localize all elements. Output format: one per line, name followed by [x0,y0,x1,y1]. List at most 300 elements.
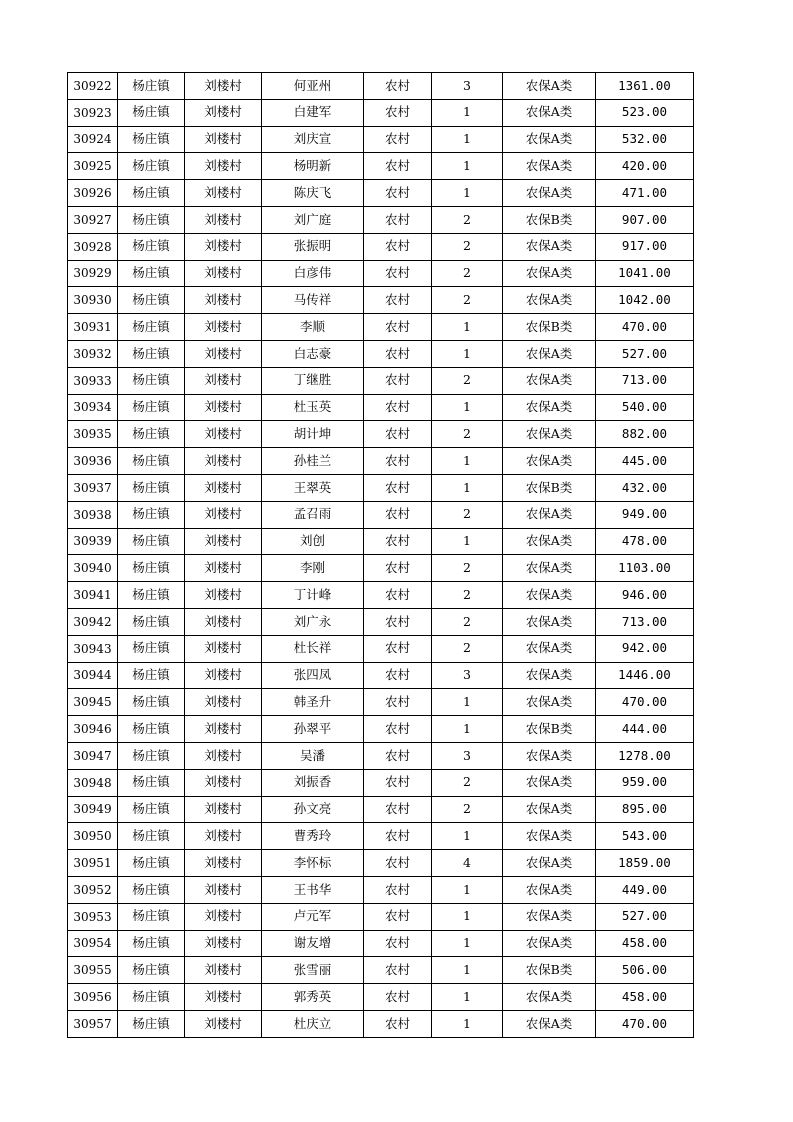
table-row [68,394,694,421]
town-cell: 杨庄镇 [118,260,185,287]
amount-cell: 1859.00 [596,850,694,877]
table-row [68,608,694,635]
name-cell: 李顺 [262,314,364,341]
village-cell: 刘楼村 [185,287,262,314]
household-count-cell: 1 [432,474,503,501]
area-type-cell: 农村 [364,367,432,394]
record-id-cell: 30957 [68,1010,118,1037]
area-type-cell: 农村 [364,823,432,850]
amount-cell: 532.00 [596,126,694,153]
area-type-cell: 农村 [364,689,432,716]
area-type-cell: 农村 [364,1010,432,1037]
amount-cell: 470.00 [596,1010,694,1037]
name-cell: 杜长祥 [262,635,364,662]
record-id-cell: 30935 [68,421,118,448]
table-row [68,957,694,984]
village-cell: 刘楼村 [185,903,262,930]
insurance-type-cell: 农保B类 [503,957,596,984]
record-id-cell: 30926 [68,180,118,207]
village-cell: 刘楼村 [185,367,262,394]
record-id-cell: 30942 [68,608,118,635]
household-count-cell: 3 [432,73,503,100]
insurance-type-cell: 农保A类 [503,233,596,260]
village-cell: 刘楼村 [185,716,262,743]
household-count-cell: 2 [432,367,503,394]
insurance-type-cell: 农保A类 [503,823,596,850]
amount-cell: 540.00 [596,394,694,421]
amount-cell: 432.00 [596,474,694,501]
household-count-cell: 1 [432,957,503,984]
town-cell: 杨庄镇 [118,796,185,823]
table-row [68,474,694,501]
village-cell: 刘楼村 [185,742,262,769]
amount-cell: 946.00 [596,582,694,609]
table-row [68,769,694,796]
area-type-cell: 农村 [364,635,432,662]
record-id-cell: 30941 [68,582,118,609]
record-id-cell: 30947 [68,742,118,769]
table-row [68,930,694,957]
insurance-type-cell: 农保A类 [503,796,596,823]
table-row [68,689,694,716]
insurance-type-cell: 农保A类 [503,367,596,394]
insurance-type-cell: 农保A类 [503,742,596,769]
insurance-type-cell: 农保A类 [503,260,596,287]
name-cell: 胡计坤 [262,421,364,448]
record-id-cell: 30934 [68,394,118,421]
table-row [68,742,694,769]
table-row [68,448,694,475]
amount-cell: 527.00 [596,903,694,930]
household-count-cell: 1 [432,99,503,126]
table-row [68,180,694,207]
amount-cell: 458.00 [596,930,694,957]
insurance-type-cell: 农保A类 [503,126,596,153]
amount-cell: 449.00 [596,876,694,903]
household-count-cell: 1 [432,153,503,180]
town-cell: 杨庄镇 [118,340,185,367]
household-count-cell: 2 [432,769,503,796]
area-type-cell: 农村 [364,474,432,501]
village-cell: 刘楼村 [185,474,262,501]
name-cell: 李怀标 [262,850,364,877]
amount-cell: 444.00 [596,716,694,743]
area-type-cell: 农村 [364,99,432,126]
town-cell: 杨庄镇 [118,314,185,341]
town-cell: 杨庄镇 [118,287,185,314]
household-count-cell: 1 [432,823,503,850]
household-count-cell: 1 [432,930,503,957]
town-cell: 杨庄镇 [118,99,185,126]
area-type-cell: 农村 [364,180,432,207]
insurance-type-cell: 农保A类 [503,180,596,207]
insurance-type-cell: 农保A类 [503,903,596,930]
village-cell: 刘楼村 [185,421,262,448]
name-cell: 王翠英 [262,474,364,501]
table-row [68,340,694,367]
household-count-cell: 3 [432,662,503,689]
village-cell: 刘楼村 [185,957,262,984]
insurance-type-cell: 农保B类 [503,716,596,743]
amount-cell: 713.00 [596,608,694,635]
record-id-cell: 30931 [68,314,118,341]
amount-cell: 1446.00 [596,662,694,689]
table-row [68,501,694,528]
record-id-cell: 30939 [68,528,118,555]
name-cell: 陈庆飞 [262,180,364,207]
record-id-cell: 30927 [68,206,118,233]
insurance-type-cell: 农保A类 [503,287,596,314]
record-id-cell: 30952 [68,876,118,903]
area-type-cell: 农村 [364,394,432,421]
insurance-type-cell: 农保A类 [503,930,596,957]
record-id-cell: 30946 [68,716,118,743]
amount-cell: 527.00 [596,340,694,367]
household-count-cell: 2 [432,233,503,260]
town-cell: 杨庄镇 [118,876,185,903]
record-id-cell: 30951 [68,850,118,877]
town-cell: 杨庄镇 [118,474,185,501]
area-type-cell: 农村 [364,314,432,341]
name-cell: 韩圣升 [262,689,364,716]
village-cell: 刘楼村 [185,260,262,287]
area-type-cell: 农村 [364,984,432,1011]
table-row [68,662,694,689]
village-cell: 刘楼村 [185,823,262,850]
household-count-cell: 2 [432,635,503,662]
town-cell: 杨庄镇 [118,394,185,421]
record-id-cell: 30938 [68,501,118,528]
name-cell: 卢元军 [262,903,364,930]
table-row [68,1010,694,1037]
name-cell: 刘庆宣 [262,126,364,153]
table-row [68,716,694,743]
amount-cell: 506.00 [596,957,694,984]
name-cell: 丁继胜 [262,367,364,394]
household-count-cell: 2 [432,260,503,287]
name-cell: 白彦伟 [262,260,364,287]
name-cell: 杜庆立 [262,1010,364,1037]
insurance-type-cell: 农保B类 [503,314,596,341]
town-cell: 杨庄镇 [118,662,185,689]
area-type-cell: 农村 [364,850,432,877]
name-cell: 张四凤 [262,662,364,689]
area-type-cell: 农村 [364,421,432,448]
amount-cell: 959.00 [596,769,694,796]
amount-cell: 882.00 [596,421,694,448]
village-cell: 刘楼村 [185,1010,262,1037]
household-count-cell: 1 [432,340,503,367]
name-cell: 曹秀玲 [262,823,364,850]
table-row [68,796,694,823]
village-cell: 刘楼村 [185,314,262,341]
household-count-cell: 1 [432,876,503,903]
name-cell: 刘广庭 [262,206,364,233]
table-row [68,850,694,877]
town-cell: 杨庄镇 [118,233,185,260]
insurance-type-cell: 农保B类 [503,206,596,233]
record-id-cell: 30928 [68,233,118,260]
area-type-cell: 农村 [364,716,432,743]
area-type-cell: 农村 [364,876,432,903]
record-id-cell: 30936 [68,448,118,475]
amount-cell: 543.00 [596,823,694,850]
name-cell: 郭秀英 [262,984,364,1011]
amount-cell: 713.00 [596,367,694,394]
town-cell: 杨庄镇 [118,126,185,153]
village-cell: 刘楼村 [185,769,262,796]
amount-cell: 942.00 [596,635,694,662]
village-cell: 刘楼村 [185,662,262,689]
area-type-cell: 农村 [364,608,432,635]
amount-cell: 458.00 [596,984,694,1011]
town-cell: 杨庄镇 [118,957,185,984]
amount-cell: 1361.00 [596,73,694,100]
insurance-type-cell: 农保A类 [503,555,596,582]
insurance-type-cell: 农保A类 [503,73,596,100]
insurance-type-cell: 农保A类 [503,689,596,716]
name-cell: 杜玉英 [262,394,364,421]
area-type-cell: 农村 [364,903,432,930]
household-count-cell: 1 [432,528,503,555]
village-cell: 刘楼村 [185,984,262,1011]
record-id-cell: 30929 [68,260,118,287]
record-id-cell: 30932 [68,340,118,367]
name-cell: 马传祥 [262,287,364,314]
table-row [68,260,694,287]
record-id-cell: 30943 [68,635,118,662]
area-type-cell: 农村 [364,233,432,260]
area-type-cell: 农村 [364,662,432,689]
area-type-cell: 农村 [364,501,432,528]
table-row [68,153,694,180]
household-count-cell: 1 [432,448,503,475]
area-type-cell: 农村 [364,582,432,609]
table-row [68,903,694,930]
village-cell: 刘楼村 [185,206,262,233]
area-type-cell: 农村 [364,206,432,233]
household-count-cell: 1 [432,180,503,207]
area-type-cell: 农村 [364,930,432,957]
household-count-cell: 2 [432,796,503,823]
village-cell: 刘楼村 [185,582,262,609]
record-id-cell: 30923 [68,99,118,126]
household-count-cell: 1 [432,394,503,421]
name-cell: 张振明 [262,233,364,260]
record-id-cell: 30937 [68,474,118,501]
town-cell: 杨庄镇 [118,850,185,877]
amount-cell: 470.00 [596,314,694,341]
amount-cell: 470.00 [596,689,694,716]
insurance-type-cell: 农保A类 [503,662,596,689]
area-type-cell: 农村 [364,742,432,769]
household-count-cell: 2 [432,555,503,582]
town-cell: 杨庄镇 [118,716,185,743]
household-count-cell: 3 [432,742,503,769]
area-type-cell: 农村 [364,957,432,984]
village-cell: 刘楼村 [185,501,262,528]
table-row [68,206,694,233]
amount-cell: 420.00 [596,153,694,180]
record-id-cell: 30933 [68,367,118,394]
amount-cell: 1041.00 [596,260,694,287]
village-cell: 刘楼村 [185,555,262,582]
table-row [68,635,694,662]
village-cell: 刘楼村 [185,233,262,260]
household-count-cell: 1 [432,984,503,1011]
insurance-type-cell: 农保A类 [503,394,596,421]
insurance-type-cell: 农保A类 [503,99,596,126]
town-cell: 杨庄镇 [118,448,185,475]
table-row [68,876,694,903]
record-id-cell: 30925 [68,153,118,180]
town-cell: 杨庄镇 [118,903,185,930]
village-cell: 刘楼村 [185,689,262,716]
insurance-type-cell: 农保A类 [503,582,596,609]
insurance-type-cell: 农保A类 [503,608,596,635]
record-id-cell: 30953 [68,903,118,930]
town-cell: 杨庄镇 [118,180,185,207]
town-cell: 杨庄镇 [118,421,185,448]
village-cell: 刘楼村 [185,180,262,207]
town-cell: 杨庄镇 [118,930,185,957]
household-count-cell: 1 [432,716,503,743]
record-id-cell: 30954 [68,930,118,957]
village-cell: 刘楼村 [185,394,262,421]
insurance-type-cell: 农保A类 [503,984,596,1011]
household-count-cell: 1 [432,1010,503,1037]
record-id-cell: 30956 [68,984,118,1011]
record-id-cell: 30949 [68,796,118,823]
record-id-cell: 30944 [68,662,118,689]
name-cell: 孙文亮 [262,796,364,823]
record-id-cell: 30940 [68,555,118,582]
household-count-cell: 4 [432,850,503,877]
village-cell: 刘楼村 [185,99,262,126]
village-cell: 刘楼村 [185,340,262,367]
amount-cell: 478.00 [596,528,694,555]
insurance-type-cell: 农保A类 [503,448,596,475]
amount-cell: 445.00 [596,448,694,475]
town-cell: 杨庄镇 [118,528,185,555]
amount-cell: 895.00 [596,796,694,823]
area-type-cell: 农村 [364,528,432,555]
town-cell: 杨庄镇 [118,742,185,769]
name-cell: 吴潘 [262,742,364,769]
table-row [68,984,694,1011]
amount-cell: 907.00 [596,206,694,233]
name-cell: 何亚州 [262,73,364,100]
insurance-type-cell: 农保B类 [503,474,596,501]
amount-cell: 917.00 [596,233,694,260]
record-id-cell: 30930 [68,287,118,314]
table-row [68,126,694,153]
household-count-cell: 2 [432,501,503,528]
insurance-type-cell: 农保A类 [503,635,596,662]
village-cell: 刘楼村 [185,153,262,180]
name-cell: 白建军 [262,99,364,126]
town-cell: 杨庄镇 [118,1010,185,1037]
record-id-cell: 30945 [68,689,118,716]
household-count-cell: 1 [432,126,503,153]
name-cell: 杨明新 [262,153,364,180]
record-id-cell: 30955 [68,957,118,984]
village-cell: 刘楼村 [185,126,262,153]
table-row [68,421,694,448]
household-count-cell: 2 [432,206,503,233]
name-cell: 李刚 [262,555,364,582]
table-row [68,99,694,126]
village-cell: 刘楼村 [185,528,262,555]
village-cell: 刘楼村 [185,608,262,635]
area-type-cell: 农村 [364,769,432,796]
village-cell: 刘楼村 [185,930,262,957]
insurance-type-cell: 农保A类 [503,850,596,877]
household-count-cell: 2 [432,608,503,635]
table-row [68,287,694,314]
name-cell: 丁计峰 [262,582,364,609]
town-cell: 杨庄镇 [118,582,185,609]
record-id-cell: 30948 [68,769,118,796]
name-cell: 孟召雨 [262,501,364,528]
household-count-cell: 1 [432,314,503,341]
village-cell: 刘楼村 [185,876,262,903]
town-cell: 杨庄镇 [118,608,185,635]
name-cell: 张雪丽 [262,957,364,984]
table-row [68,367,694,394]
area-type-cell: 农村 [364,448,432,475]
table-row [68,582,694,609]
insurance-type-cell: 农保A类 [503,876,596,903]
town-cell: 杨庄镇 [118,153,185,180]
town-cell: 杨庄镇 [118,555,185,582]
table-row [68,528,694,555]
insurance-type-cell: 农保A类 [503,153,596,180]
household-count-cell: 2 [432,421,503,448]
insurance-type-cell: 农保A类 [503,421,596,448]
table-row [68,555,694,582]
name-cell: 孙翠平 [262,716,364,743]
town-cell: 杨庄镇 [118,367,185,394]
name-cell: 白志豪 [262,340,364,367]
name-cell: 谢友增 [262,930,364,957]
record-id-cell: 30950 [68,823,118,850]
town-cell: 杨庄镇 [118,689,185,716]
table-body [68,73,694,1038]
name-cell: 刘振香 [262,769,364,796]
town-cell: 杨庄镇 [118,635,185,662]
table-row [68,314,694,341]
records-table [67,72,694,1038]
village-cell: 刘楼村 [185,796,262,823]
household-count-cell: 2 [432,287,503,314]
area-type-cell: 农村 [364,287,432,314]
amount-cell: 1278.00 [596,742,694,769]
village-cell: 刘楼村 [185,448,262,475]
town-cell: 杨庄镇 [118,206,185,233]
town-cell: 杨庄镇 [118,823,185,850]
village-cell: 刘楼村 [185,73,262,100]
area-type-cell: 农村 [364,796,432,823]
area-type-cell: 农村 [364,73,432,100]
amount-cell: 471.00 [596,180,694,207]
area-type-cell: 农村 [364,126,432,153]
name-cell: 刘广永 [262,608,364,635]
insurance-type-cell: 农保A类 [503,1010,596,1037]
amount-cell: 1042.00 [596,287,694,314]
table-row [68,233,694,260]
area-type-cell: 农村 [364,340,432,367]
